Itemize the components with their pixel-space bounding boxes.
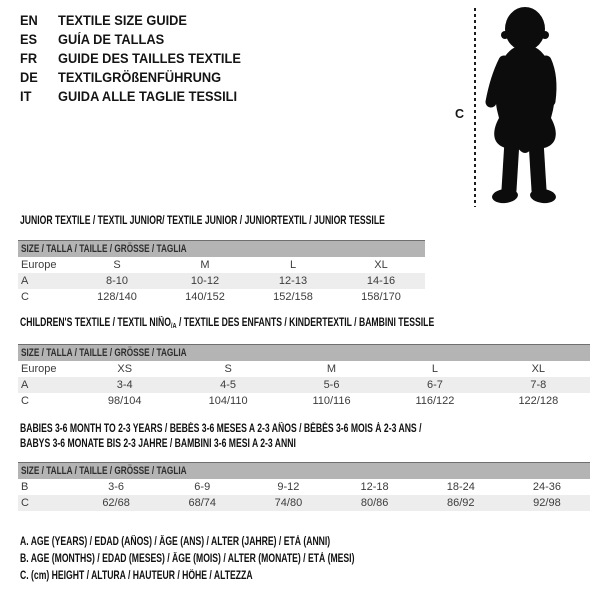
lang-label: GUÍA DE TALLAS xyxy=(58,32,165,47)
row-label: Europe xyxy=(21,363,57,375)
row-label: Europe xyxy=(21,259,57,271)
lang-label: TEXTILGRÖßENFÜHRUNG xyxy=(58,70,222,85)
size-cell: 18-24 xyxy=(446,481,475,493)
lang-label: GUIDA ALLE TAGLIE TESSILI xyxy=(58,89,238,104)
size-cell: 5-6 xyxy=(323,379,340,391)
row-label: C xyxy=(21,291,29,303)
size-cell: XS xyxy=(117,363,133,375)
lang-row-it xyxy=(20,87,251,106)
size-cell: L xyxy=(289,259,297,271)
lang-row-es xyxy=(20,30,251,49)
lang-row-de xyxy=(20,68,251,87)
size-cell: 12-13 xyxy=(278,275,308,287)
size-cell: 74/80 xyxy=(274,497,303,509)
table-row xyxy=(18,289,425,305)
size-cell: 128/140 xyxy=(97,291,137,303)
row-label: B xyxy=(21,481,29,493)
size-cell: 6-9 xyxy=(194,481,211,493)
lang-label: TEXTILE SIZE GUIDE xyxy=(58,13,187,28)
lang-code: DE xyxy=(20,70,38,85)
size-cell: 98/104 xyxy=(107,395,142,407)
size-cell: 4-5 xyxy=(220,379,237,391)
size-cell: 116/122 xyxy=(415,395,455,407)
babies-section-title: BABIES 3-6 MONTH TO 2-3 YEARS / BEBÉS 3-6 MESES A 2-3 AÑOS / BÉBÉS 3-6 MOIS À 2-3 ANS / BABYS 3-6 MONATE BIS 2-3 JAHRE / BAMBINI 3-6 MESI A 2-3 ANNI xyxy=(20,423,422,450)
size-cell: 80/86 xyxy=(360,497,389,509)
size-cell: 152/158 xyxy=(273,291,313,303)
lang-row-en xyxy=(20,11,251,30)
size-cell: XL xyxy=(531,363,546,375)
size-cell: 24-36 xyxy=(532,481,562,493)
size-cell: 9-12 xyxy=(277,481,300,493)
size-cell: 14-16 xyxy=(366,275,396,287)
row-label: C xyxy=(21,497,29,509)
size-cell: 140/152 xyxy=(185,291,225,303)
lang-code: IT xyxy=(20,89,32,104)
lang-code: FR xyxy=(20,51,38,66)
size-cell: 12-18 xyxy=(360,481,389,493)
lang-code: EN xyxy=(20,13,38,28)
table-row xyxy=(18,393,590,409)
size-cell: 110/116 xyxy=(312,395,351,407)
size-cell: 10-12 xyxy=(190,275,220,287)
lang-row-fr xyxy=(20,49,251,68)
size-cell: 7-8 xyxy=(530,379,547,391)
babies-size-table xyxy=(18,462,590,511)
table-row xyxy=(18,273,425,289)
size-cell: 104/110 xyxy=(208,395,248,407)
size-cell: L xyxy=(431,363,438,375)
junior-section-title: JUNIOR TEXTILE / TEXTIL JUNIOR/ TEXTILE JUNIOR / JUNIORTEXTIL / JUNIOR TESSILE xyxy=(20,215,385,227)
size-cell: XL xyxy=(374,259,388,271)
size-cell: 62/68 xyxy=(102,497,130,509)
size-cell: M xyxy=(326,363,337,375)
size-cell: 3-6 xyxy=(108,481,125,493)
junior-size-table xyxy=(18,240,425,305)
size-cell: 158/170 xyxy=(361,291,401,303)
legend-note-a: A. AGE (YEARS) / EDAD (AÑOS) / ÂGE (ANS) / ALTER (JAHRE) / ETÀ (ANNI) xyxy=(20,536,331,548)
row-label: A xyxy=(21,275,29,287)
size-cell: 68/74 xyxy=(188,497,217,509)
legend-note-c: C. (cm) HEIGHT / ALTURA / HAUTEUR / HÖHE / ALTEZZA xyxy=(20,570,253,582)
height-marker-label: C xyxy=(455,107,465,121)
table-row xyxy=(18,377,590,393)
size-cell: 6-7 xyxy=(426,379,443,391)
table-row xyxy=(18,257,425,273)
row-label: C xyxy=(21,395,29,407)
children-section-title: CHILDREN'S TEXTILE / TEXTIL $NIÑO_{/A}$ / TEXTILE DES ENFANTS / KINDERTEXTIL / BAMBINI TESSILE xyxy=(20,317,435,330)
table-header-bar: SIZE / TALLA / TAILLE / GRÖSSE / TAGLIA xyxy=(18,240,425,257)
size-cell: 122/128 xyxy=(518,395,559,407)
table-row xyxy=(18,361,590,377)
size-cell: S xyxy=(224,363,232,375)
height-measure-line xyxy=(474,8,476,207)
size-cell: 92/98 xyxy=(533,497,561,509)
size-cell: M xyxy=(200,259,210,271)
table-header-bar: SIZE / TALLA / TAILLE / GRÖSSE / TAGLIA xyxy=(18,344,590,361)
table-header-bar: SIZE / TALLA / TAILLE / GRÖSSE / TAGLIA xyxy=(18,462,590,479)
lang-label: GUIDE DES TAILLES TEXTILE xyxy=(58,51,241,66)
table-row xyxy=(18,479,590,495)
baby-silhouette-icon xyxy=(479,6,569,206)
children-size-table xyxy=(18,344,590,409)
size-cell: 86/92 xyxy=(447,497,475,509)
table-row xyxy=(18,495,590,511)
legend-note-b: B. AGE (MONTHS) / EDAD (MESES) / ÂGE (MOIS) / ALTER (MONATE) / ETÀ (MESI) xyxy=(20,553,355,565)
size-cell: S xyxy=(113,259,121,271)
row-label: A xyxy=(21,379,29,391)
legend-notes xyxy=(20,534,466,585)
language-title-list xyxy=(20,11,251,106)
lang-code: ES xyxy=(20,32,38,47)
size-cell: 8-10 xyxy=(105,275,129,287)
size-cell: 3-4 xyxy=(116,379,133,391)
